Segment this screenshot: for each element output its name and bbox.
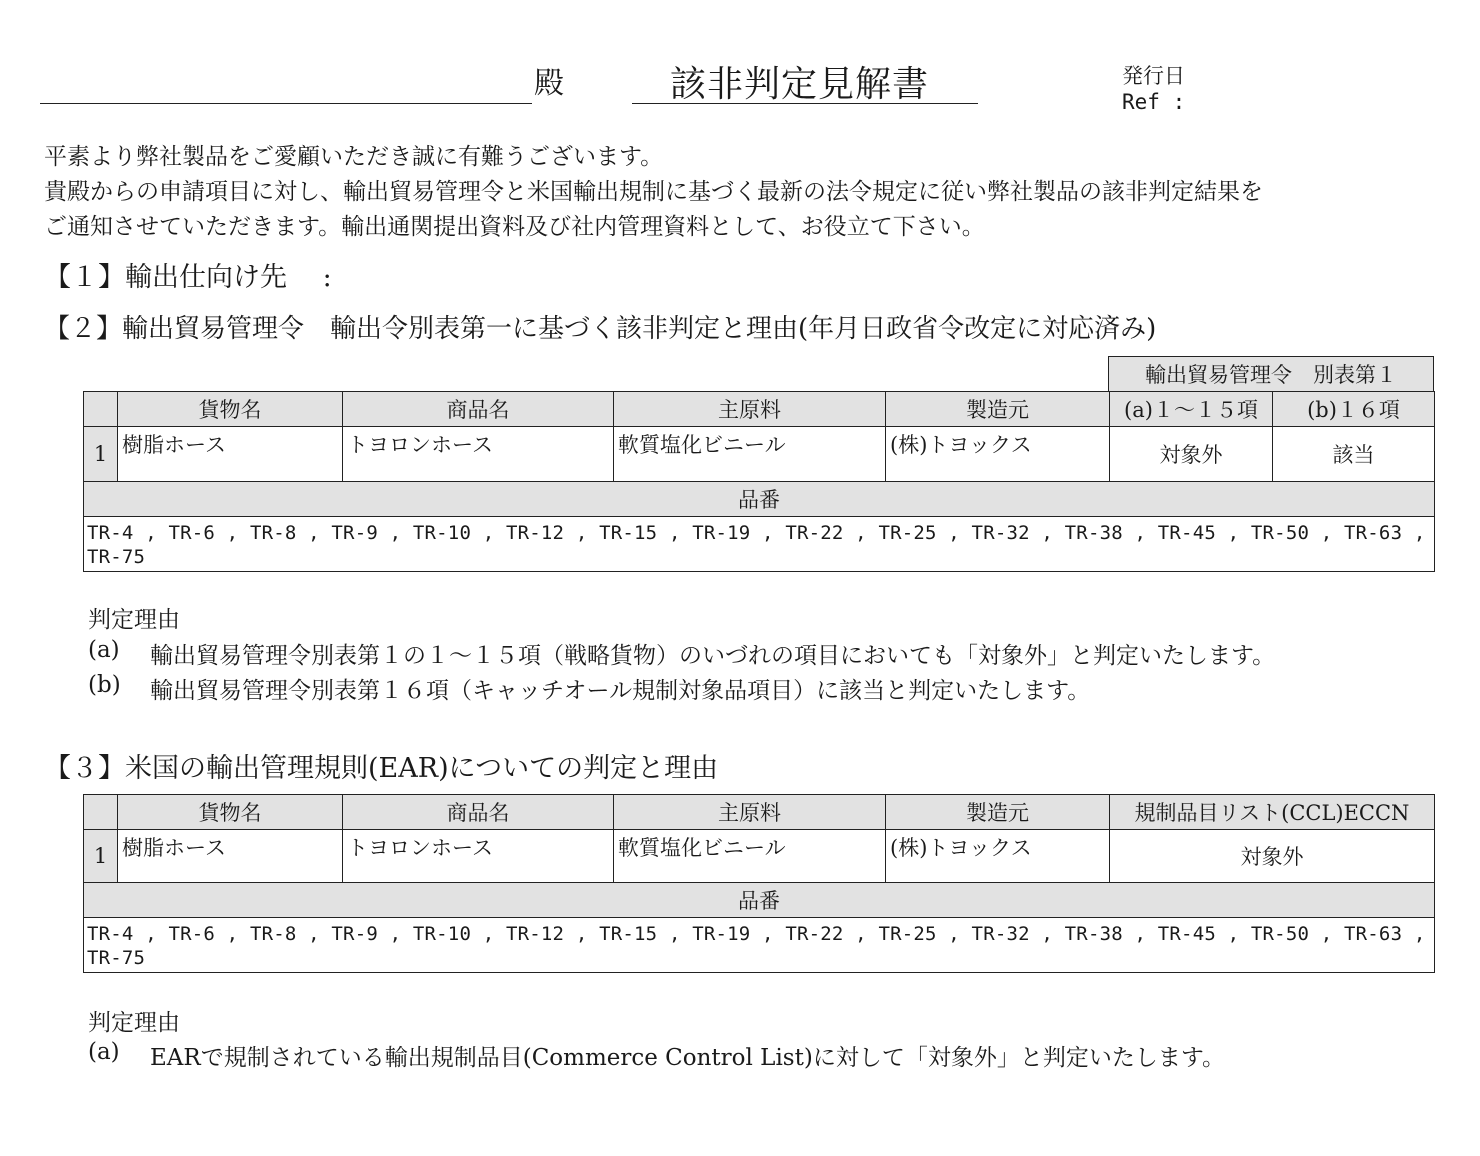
section-2-reason-b: 輸出貿易管理令別表第１６項（キャッチオール規制対象品項目）に該当と判定いたします。 — [150, 678, 1091, 704]
header-material: 主原料 — [614, 392, 886, 427]
section-3-reason-title: 判定理由 — [88, 1010, 180, 1036]
table-header-row — [84, 392, 1435, 427]
addressee-line — [40, 103, 532, 104]
dono-label: 殿 — [534, 66, 564, 101]
cell-maker: (株)トヨックス — [886, 427, 1110, 482]
cell-item-b: 該当 — [1273, 427, 1435, 482]
section-3-table — [83, 794, 1435, 973]
group-header-cell: 輸出貿易管理令 別表第１ — [1109, 357, 1434, 392]
cell-item-a: 対象外 — [1110, 427, 1273, 482]
header-product: 商品名 — [343, 392, 614, 427]
section-2-table — [83, 391, 1435, 572]
header-maker: 製造元 — [886, 392, 1110, 427]
section-2-group-header — [1108, 356, 1434, 392]
section-2-reason-a: 輸出貿易管理令別表第１の１～１５項（戦略貨物）のいづれの項目においても「対象外」と判定いたします。 — [150, 643, 1276, 669]
section-2-reason-b-label: (b) — [88, 672, 121, 698]
part-number-list: TR-4 , TR-6 , TR-8 , TR-9 , TR-10 , TR-12 , TR-15 , TR-19 , TR-22 , TR-25 , TR-32 , TR-38 , TR-45 , TR-50 , TR-63 , TR-75 — [84, 918, 1435, 973]
section-3-title: 【３】米国の輸出管理規則(EAR)についての判定と理由 — [44, 753, 719, 784]
table-header-row — [84, 795, 1435, 830]
section-2-reason-a-label: (a) — [88, 637, 120, 663]
intro-line-1: 平素より弊社製品をご愛顧いただき誠に有難うございます。 — [44, 144, 664, 170]
section-2-reason-title: 判定理由 — [88, 607, 180, 633]
header-item-a: (a)１～１５項 — [1110, 392, 1273, 427]
intro-line-3: ご通知させていただきます。輸出通関提出資料及び社内管理資料として、お役立て下さい。 — [44, 214, 985, 240]
header-blank — [84, 795, 118, 830]
part-number-label: 品番 — [84, 482, 1435, 517]
header-material: 主原料 — [614, 795, 886, 830]
cell-material: 軟質塩化ビニール — [614, 830, 886, 883]
header-blank — [84, 392, 118, 427]
cell-material: 軟質塩化ビニール — [614, 427, 886, 482]
cell-product: トヨロンホース — [343, 427, 614, 482]
intro-line-2: 貴殿からの申請項目に対し、輸出貿易管理令と米国輸出規制に基づく最新の法令規定に従い弊社製品の該非判定結果を — [44, 179, 1263, 205]
cell-maker: (株)トヨックス — [886, 830, 1110, 883]
cell-product: トヨロンホース — [343, 830, 614, 883]
section-2-title: 【２】輸出貿易管理令 輸出令別表第一に基づく該非判定と理由(年月日政省令改定に対応済み) — [44, 314, 1157, 344]
row-number: 1 — [84, 427, 118, 482]
section-3-reason-a-label: (a) — [88, 1039, 120, 1065]
section-3-reason-a: EARで規制されている輸出規制品目(Commerce Control List)に対して「対象外」と判定いたします。 — [150, 1045, 1225, 1071]
document-title: 該非判定見解書 — [670, 64, 930, 105]
header-goods: 貨物名 — [118, 392, 343, 427]
section-1-title: 【１】輸出仕向け先 : — [44, 262, 332, 293]
cell-goods: 樹脂ホース — [118, 830, 343, 883]
header-product: 商品名 — [343, 795, 614, 830]
issue-date-label: 発行日 — [1122, 64, 1185, 88]
header-ccl-eccn: 規制品目リスト(CCL)ECCN — [1110, 795, 1435, 830]
title-underline — [632, 103, 978, 104]
table-row — [84, 830, 1435, 883]
table-row — [84, 427, 1435, 482]
part-number-label: 品番 — [84, 883, 1435, 918]
header-goods: 貨物名 — [118, 795, 343, 830]
cell-goods: 樹脂ホース — [118, 427, 343, 482]
header-item-b: (b)１６項 — [1273, 392, 1435, 427]
part-number-list: TR-4 , TR-6 , TR-8 , TR-9 , TR-10 , TR-12 , TR-15 , TR-19 , TR-22 , TR-25 , TR-32 , TR-38 , TR-45 , TR-50 , TR-63 , TR-75 — [84, 517, 1435, 572]
ref-label: Ref : — [1122, 90, 1186, 114]
header-maker: 製造元 — [886, 795, 1110, 830]
cell-ccl-eccn: 対象外 — [1110, 830, 1435, 883]
row-number: 1 — [84, 830, 118, 883]
